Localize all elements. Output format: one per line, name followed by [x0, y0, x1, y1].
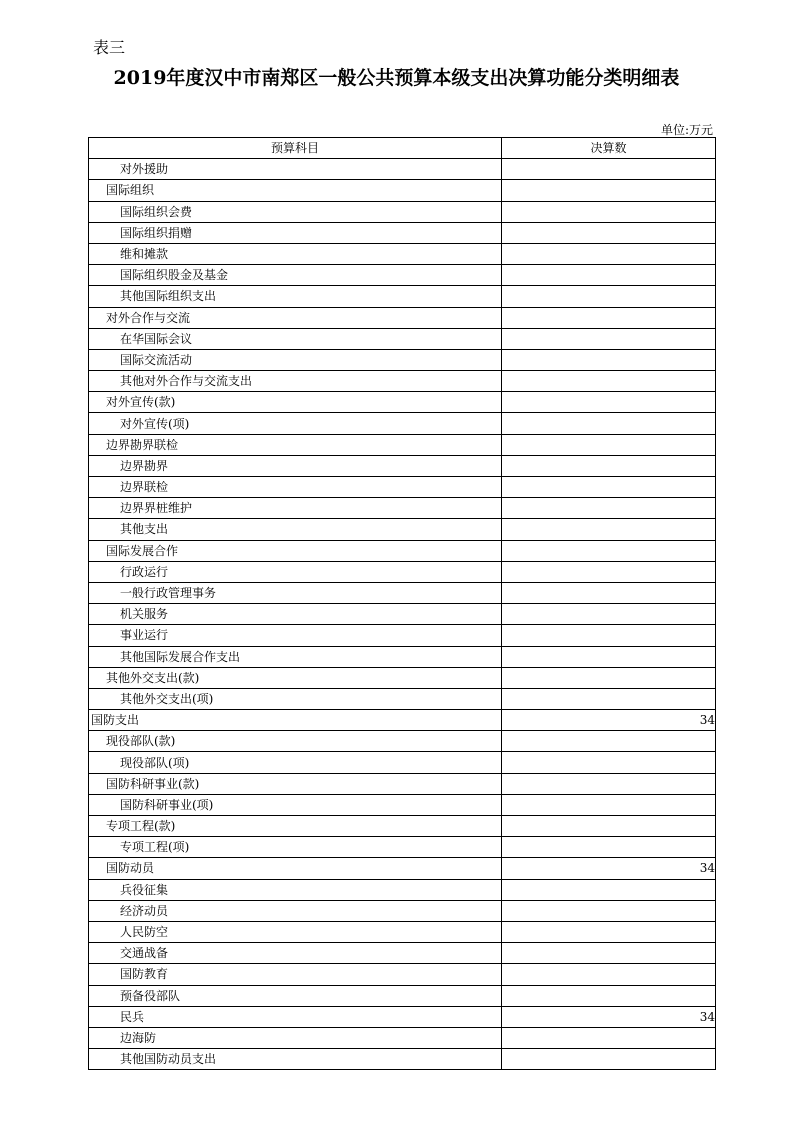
budget-subject-cell: 国际发展合作: [89, 540, 502, 561]
budget-subject-cell: 国际组织会费: [89, 201, 502, 222]
budget-subject-cell: 其他外交支出(项): [89, 688, 502, 709]
budget-subject-cell: 其他国际发展合作支出: [89, 646, 502, 667]
final-amount-cell: [502, 1027, 716, 1048]
final-amount-cell: [502, 879, 716, 900]
final-amount-cell: [502, 159, 716, 180]
budget-subject-cell: 边界勘界: [89, 455, 502, 476]
table-row: [89, 392, 716, 413]
final-amount-cell: [502, 265, 716, 286]
budget-subject-cell: 边海防: [89, 1027, 502, 1048]
budget-subject-cell: 专项工程(项): [89, 837, 502, 858]
table-row: [89, 159, 716, 180]
final-amount-cell: 34: [502, 1006, 716, 1027]
final-amount-cell: [502, 985, 716, 1006]
final-amount-cell: [502, 646, 716, 667]
final-amount-cell: [502, 794, 716, 815]
table-row: [89, 752, 716, 773]
table-row: [89, 943, 716, 964]
column-header-amount: 决算数: [502, 138, 716, 159]
final-amount-cell: [502, 582, 716, 603]
budget-subject-cell: 现役部队(款): [89, 731, 502, 752]
table-row: [89, 434, 716, 455]
budget-subject-cell: 国防科研事业(款): [89, 773, 502, 794]
table-row: [89, 498, 716, 519]
budget-subject-cell: 其他国际组织支出: [89, 286, 502, 307]
table-row: [89, 180, 716, 201]
table-row: [89, 900, 716, 921]
final-amount-cell: [502, 519, 716, 540]
final-amount-cell: [502, 964, 716, 985]
final-amount-cell: [502, 561, 716, 582]
budget-subject-cell: 对外合作与交流: [89, 307, 502, 328]
budget-subject-cell: 国防动员: [89, 858, 502, 879]
budget-subject-cell: 国际交流活动: [89, 349, 502, 370]
final-amount-cell: [502, 307, 716, 328]
table-row: [89, 243, 716, 264]
table-body: [89, 159, 716, 1070]
table-row: [89, 1049, 716, 1070]
budget-subject-cell: 专项工程(款): [89, 816, 502, 837]
table-row: [89, 519, 716, 540]
table-row: [89, 222, 716, 243]
budget-subject-cell: 对外援助: [89, 159, 502, 180]
budget-subject-cell: 经济动员: [89, 900, 502, 921]
final-amount-cell: [502, 371, 716, 392]
table-row: [89, 328, 716, 349]
table-row: [89, 731, 716, 752]
final-amount-cell: [502, 921, 716, 942]
table-row: [89, 540, 716, 561]
table-row: [89, 265, 716, 286]
final-amount-cell: [502, 773, 716, 794]
final-amount-cell: [502, 413, 716, 434]
table-row: [89, 286, 716, 307]
table-row: [89, 964, 716, 985]
final-amount-cell: [502, 180, 716, 201]
final-amount-cell: [502, 222, 716, 243]
budget-subject-cell: 国际组织: [89, 180, 502, 201]
final-amount-cell: [502, 943, 716, 964]
budget-subject-cell: 国际组织股金及基金: [89, 265, 502, 286]
document-title: 2019年度汉中市南郑区一般公共预算本级支出决算功能分类明细表: [113, 67, 680, 89]
table-row: [89, 349, 716, 370]
table-row: [89, 413, 716, 434]
table-row: [89, 794, 716, 815]
final-amount-cell: [502, 1049, 716, 1070]
table-row: [89, 201, 716, 222]
budget-subject-cell: 人民防空: [89, 921, 502, 942]
budget-subject-cell: 兵役征集: [89, 879, 502, 900]
final-amount-cell: [502, 286, 716, 307]
table-row: [89, 858, 716, 879]
final-amount-cell: [502, 625, 716, 646]
final-amount-cell: 34: [502, 710, 716, 731]
budget-subject-cell: 国防支出: [89, 710, 502, 731]
final-amount-cell: [502, 349, 716, 370]
final-amount-cell: [502, 434, 716, 455]
table-row: [89, 646, 716, 667]
final-amount-cell: [502, 201, 716, 222]
budget-subject-cell: 国防教育: [89, 964, 502, 985]
table-row: [89, 667, 716, 688]
budget-subject-cell: 民兵: [89, 1006, 502, 1027]
final-amount-cell: [502, 900, 716, 921]
final-amount-cell: [502, 688, 716, 709]
table-row: [89, 921, 716, 942]
budget-subject-cell: 其他对外合作与交流支出: [89, 371, 502, 392]
budget-subject-cell: 边界勘界联检: [89, 434, 502, 455]
final-amount-cell: [502, 392, 716, 413]
table-row: [89, 1027, 716, 1048]
table-row: [89, 816, 716, 837]
budget-table: [88, 137, 716, 1070]
budget-subject-cell: 国防科研事业(项): [89, 794, 502, 815]
budget-subject-cell: 国际组织捐赠: [89, 222, 502, 243]
table-row: [89, 307, 716, 328]
table-row: [89, 1006, 716, 1027]
budget-subject-cell: 交通战备: [89, 943, 502, 964]
budget-subject-cell: 边界联检: [89, 477, 502, 498]
budget-subject-cell: 对外宣传(款): [89, 392, 502, 413]
budget-subject-cell: 其他支出: [89, 519, 502, 540]
table-row: [89, 710, 716, 731]
table-row: [89, 688, 716, 709]
table-row: [89, 837, 716, 858]
budget-subject-cell: 行政运行: [89, 561, 502, 582]
unit-label: 单位:万元: [660, 123, 713, 137]
final-amount-cell: [502, 455, 716, 476]
budget-subject-cell: 维和摊款: [89, 243, 502, 264]
table-row: [89, 455, 716, 476]
budget-subject-cell: 机关服务: [89, 604, 502, 625]
final-amount-cell: 34: [502, 858, 716, 879]
table-number-label: 表三: [93, 38, 126, 57]
final-amount-cell: [502, 837, 716, 858]
table-row: [89, 625, 716, 646]
table-header-row: [89, 138, 716, 159]
budget-subject-cell: 在华国际会议: [89, 328, 502, 349]
table-row: [89, 477, 716, 498]
table-row: [89, 879, 716, 900]
final-amount-cell: [502, 477, 716, 498]
final-amount-cell: [502, 540, 716, 561]
final-amount-cell: [502, 604, 716, 625]
final-amount-cell: [502, 243, 716, 264]
table-row: [89, 582, 716, 603]
budget-subject-cell: 现役部队(项): [89, 752, 502, 773]
final-amount-cell: [502, 498, 716, 519]
final-amount-cell: [502, 816, 716, 837]
budget-subject-cell: 一般行政管理事务: [89, 582, 502, 603]
final-amount-cell: [502, 667, 716, 688]
budget-subject-cell: 边界界桩维护: [89, 498, 502, 519]
table-row: [89, 561, 716, 582]
budget-subject-cell: 事业运行: [89, 625, 502, 646]
table-row: [89, 371, 716, 392]
budget-subject-cell: 预备役部队: [89, 985, 502, 1006]
budget-subject-cell: 对外宣传(项): [89, 413, 502, 434]
budget-subject-cell: 其他国防动员支出: [89, 1049, 502, 1070]
table-row: [89, 985, 716, 1006]
final-amount-cell: [502, 731, 716, 752]
column-header-subject: 预算科目: [89, 138, 502, 159]
budget-subject-cell: 其他外交支出(款): [89, 667, 502, 688]
table-row: [89, 773, 716, 794]
final-amount-cell: [502, 328, 716, 349]
final-amount-cell: [502, 752, 716, 773]
table-row: [89, 604, 716, 625]
